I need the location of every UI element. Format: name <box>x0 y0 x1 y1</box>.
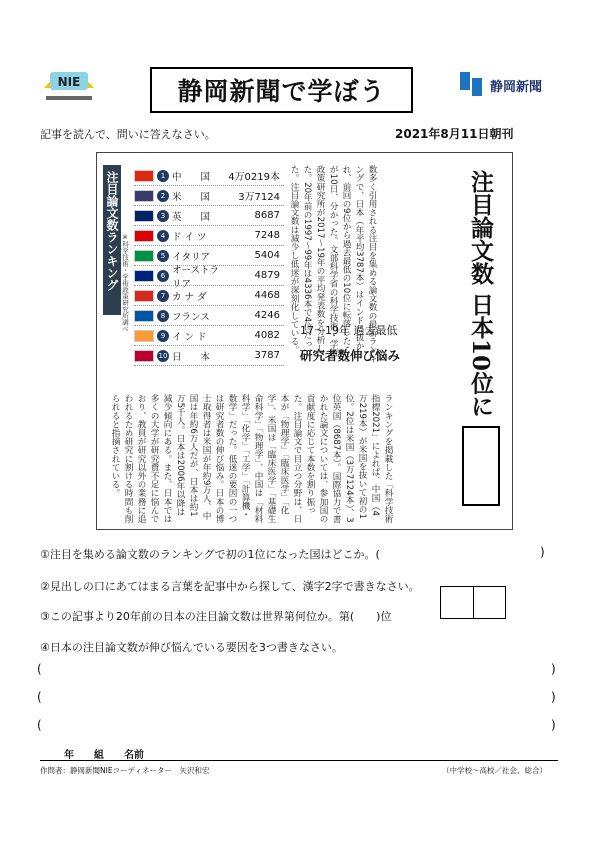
answer-1-close: ) <box>551 662 556 676</box>
country-name: ド イ ツ <box>172 231 207 243</box>
ranking-row <box>134 226 284 246</box>
article-subheadline-2: 研究者数伸び悩み <box>300 348 401 363</box>
instruction: 記事を読んで、問いに答えなさい。 <box>40 128 216 141</box>
flag-icon <box>134 270 154 282</box>
country-name: 中 国 <box>172 171 211 183</box>
flag-icon <box>134 310 154 322</box>
nie-logo <box>40 58 98 104</box>
question-2: ②見出しの口にあてはまる言葉を記事中から探して、漢字2字で書きなさい。 <box>40 580 420 593</box>
flag-icon <box>134 170 154 182</box>
rank-number: 7 <box>157 290 169 302</box>
answer-3-open: ( <box>37 718 42 732</box>
page-title: 静岡新聞で学ぼう <box>150 67 413 113</box>
country-name: 米 国 <box>172 191 211 203</box>
ranking-row <box>134 306 284 326</box>
answer-2-open: ( <box>37 690 42 704</box>
paper-count: 4万0219本 <box>228 172 280 183</box>
rank-number: 3 <box>157 210 169 222</box>
flag-icon <box>134 250 154 262</box>
paper-count: 5404 <box>254 250 280 261</box>
question-3: ③この記事より20年前の日本の注目論文数は世界第何位か。第( )位 <box>40 610 392 623</box>
paper-count: 7248 <box>254 230 280 241</box>
paper-count: 3万7124 <box>238 192 280 203</box>
ranking-row <box>134 286 284 306</box>
country-name: カ ナ ダ <box>172 291 207 303</box>
nie-logo-text: NIE <box>57 75 81 89</box>
ranking-row <box>134 264 284 290</box>
country-name: イタリア <box>172 251 211 263</box>
flag-icon <box>134 350 154 362</box>
country-name: フランス <box>172 311 210 323</box>
paper-count: 4879 <box>254 270 280 281</box>
country-name: 英 国 <box>172 211 211 223</box>
rank-number: 2 <box>157 190 169 202</box>
flag-icon <box>134 230 154 242</box>
flag-icon <box>134 210 154 222</box>
rank-number: 10 <box>158 351 168 360</box>
paper-count: 4246 <box>254 310 280 321</box>
answer-3-close: ) <box>551 718 556 732</box>
article-body-2: ランキングを掲載した「科学技術指標2021」によれば、中国（4万219本）が米国を抜いて初の1位。2位は米国（3万7124本）、3位英国（8687本）。国際協力で書かれた論文については、参加国の貢献度に応じて本数を割り振った。注目論文で目立つ分野は、日本が「物理学」「臨床医学」「化学」、米国は「臨床医学」「基礎生命科学」「物理学」、中国は「材料科学」「化学」「工学」「計算機・数学」だった。低迷の要因の一つは研究者数の伸び悩み。日本の博士取得者は米国が年約9万人、中国は年約6万人だが、日本は約1万5千人。日本は2006年以降は減少傾向にある。また、日本では多くの大学が研究費不足に悩んでおり、教員が研究以外の業務に追われるため研究に割ける時間も削られると指摘されている。 <box>110 394 393 524</box>
headline-blank-box <box>462 426 500 506</box>
question-4: ④日本の注目論文数が伸び悩んでいる要因を3つ書きなさい。 <box>40 641 343 654</box>
rank-number: 8 <box>157 310 169 322</box>
ranking-row <box>134 346 284 366</box>
ranking-row <box>134 186 284 206</box>
name-field: 年 組 名前 <box>64 750 144 761</box>
ranking-title: 注目論文数ランキング <box>103 165 121 315</box>
article-headline: 注目論文数 日本10位に <box>467 170 494 418</box>
flag-icon <box>134 190 154 202</box>
shizuoka-shimbun-logo-icon <box>458 70 484 100</box>
ranking-note: ※科学技術・学術政策研究所調べ <box>121 233 129 332</box>
answer-1-open: ( <box>37 662 42 676</box>
rank-number: 6 <box>157 270 169 282</box>
rank-number: 5 <box>157 250 169 262</box>
issue-date: 2021年8月11日朝刊 <box>395 127 514 141</box>
ranking-row <box>134 166 284 186</box>
answer-box-2chars[interactable] <box>440 586 506 619</box>
paper-count: 4468 <box>254 290 280 301</box>
ranking-row <box>134 326 284 346</box>
footer-divider <box>40 760 558 761</box>
rank-number: 9 <box>157 330 169 342</box>
article-body-1: 数多く引用される注目を集める論文数の最新ランキングで、日本（年平均3787本）はインドに抜かれ、前回の9位から過去最低の10位に転落したことが10日、分かった。文部科学省の科学技術・学術政策研究所が2017〜19年の平均発表数を分析した。20年前の1997〜99年は4336本で4位だった。注目論文数は減少し低迷が深刻化している。 <box>289 165 377 363</box>
ranking-row <box>134 206 284 226</box>
question-1: ①注目を集める論文数のランキングで初の1位になった国はどこか。( <box>40 548 380 561</box>
brand <box>458 70 542 100</box>
answer-2-close: ) <box>551 690 556 704</box>
paper-count: 4082 <box>254 330 280 341</box>
country-name: 日 本 <box>172 351 211 363</box>
flag-icon <box>134 330 154 342</box>
country-name: オーストラリア <box>172 264 220 290</box>
article-subheadline-1: 17〜19年 過去最低 <box>300 324 398 337</box>
rank-number: 4 <box>157 230 169 242</box>
rank-number: 1 <box>157 170 169 182</box>
paper-count: 8687 <box>254 210 280 221</box>
grade-level: （中学校〜高校／社会、総合） <box>442 766 547 775</box>
brand-name: 静岡新聞 <box>490 79 543 95</box>
author-credit: 作問者：静岡新聞NIEコーディネーター 矢沢和宏 <box>40 766 210 775</box>
country-name: イ ン ド <box>172 331 207 343</box>
flag-icon <box>134 290 154 302</box>
paper-count: 3787 <box>254 350 280 361</box>
question-1-close: ) <box>540 545 545 559</box>
